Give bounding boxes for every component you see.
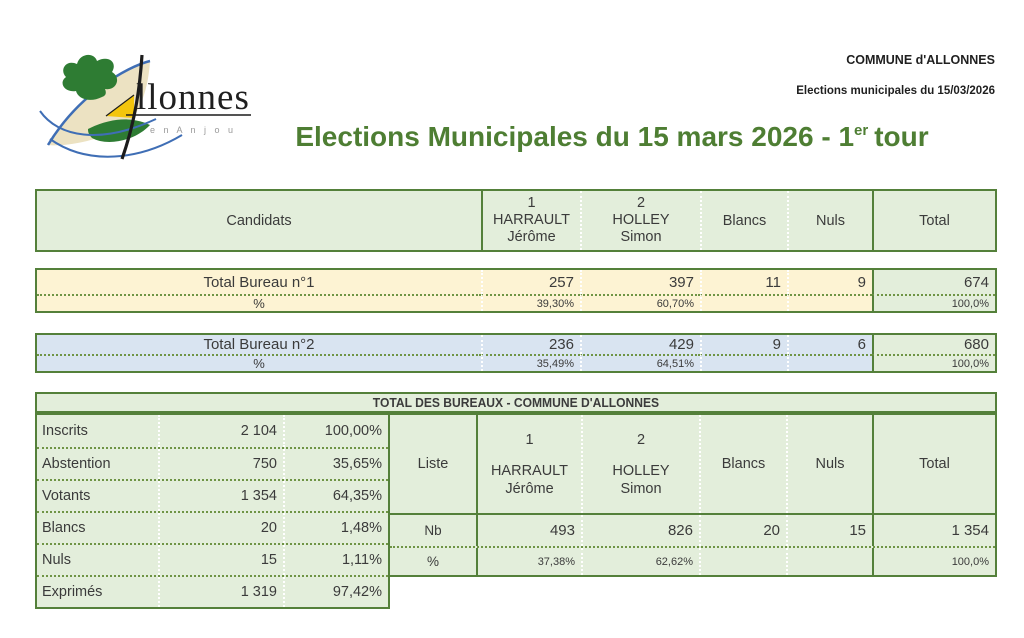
candidate-2-firstname: Simon bbox=[620, 229, 662, 245]
totals-nb-row bbox=[390, 513, 995, 546]
stats-row-votants bbox=[37, 479, 388, 511]
bureau-1-percent-row bbox=[37, 294, 995, 311]
liste-header-cell: Liste bbox=[417, 456, 449, 472]
bureau-2-label: Total Bureau n°2 bbox=[203, 336, 315, 353]
stat-value: 750 bbox=[158, 449, 283, 479]
total-harrault-votes: 493 bbox=[476, 515, 581, 546]
bureau-2-percent-label: % bbox=[37, 354, 481, 371]
stats-row-nuls bbox=[37, 543, 388, 575]
total-header-cell: Total bbox=[872, 415, 995, 513]
total-all-pct: 100,0% bbox=[872, 548, 995, 575]
candidate-1-lastname: HARRAULT bbox=[492, 212, 571, 228]
logo-wordmark: llonnes bbox=[136, 77, 250, 118]
blancs-header-cell: Blancs bbox=[699, 415, 786, 513]
bureau-2-nuls-pct bbox=[787, 354, 872, 371]
election-date-line: Elections municipales du 15/03/2026 bbox=[796, 85, 995, 97]
percent-row-label: % bbox=[426, 554, 439, 569]
totals-title-text: TOTAL DES BUREAUX - COMMUNE D'ALLONNES bbox=[372, 395, 660, 410]
bureau-2-harrault-pct: 35,49% bbox=[481, 354, 580, 371]
candidate-1-number: 1 bbox=[525, 431, 534, 448]
stat-percent: 1,11% bbox=[283, 545, 388, 575]
stat-label: Blancs bbox=[42, 520, 86, 536]
candidate-1-number: 1 bbox=[527, 195, 536, 211]
stat-label: Inscrits bbox=[42, 423, 88, 439]
nuls-header-cell: Nuls bbox=[786, 415, 872, 513]
stat-value: 1 354 bbox=[158, 481, 283, 511]
total-holley-votes: 826 bbox=[581, 515, 699, 546]
page-title bbox=[262, 121, 962, 153]
bureau-2-table bbox=[35, 333, 997, 373]
bureau-2-blancs: 9 bbox=[700, 335, 787, 354]
bureau-2-total: 680 bbox=[872, 335, 995, 354]
stat-label: Votants bbox=[42, 488, 91, 504]
candidate-1-firstname: Jérôme bbox=[505, 480, 554, 497]
participation-stats-table bbox=[35, 413, 390, 609]
stat-value: 15 bbox=[158, 545, 283, 575]
liste-header-row bbox=[390, 415, 995, 513]
candidate-1-firstname: Jérôme bbox=[507, 229, 556, 245]
commune-name: COMMUNE d'ALLONNES bbox=[846, 53, 995, 67]
nb-row-label: Nb bbox=[424, 523, 442, 538]
page-title-tail: tour bbox=[874, 121, 929, 152]
bureau-1-harrault-pct: 39,30% bbox=[481, 294, 580, 311]
total-holley-pct: 62,62% bbox=[581, 548, 699, 575]
bureau-2-votes-row bbox=[37, 335, 995, 354]
stats-row-exprimes bbox=[37, 575, 388, 607]
bureau-1-label: Total Bureau n°1 bbox=[203, 273, 315, 291]
bureau-1-total-pct: 100,0% bbox=[872, 294, 995, 311]
candidate-1-header-cell bbox=[481, 191, 580, 250]
candidate-2-lastname: HOLLEY bbox=[612, 462, 670, 479]
stats-row-blancs bbox=[37, 511, 388, 543]
stat-percent: 1,48% bbox=[283, 513, 388, 543]
candidate-1-header-cell bbox=[476, 415, 581, 513]
candidate-2-number: 2 bbox=[636, 195, 646, 211]
page-title-superscript: er bbox=[854, 122, 869, 139]
total-nuls-pct bbox=[786, 548, 872, 575]
stats-row-abstention bbox=[37, 447, 388, 479]
logo-tagline: e n A n j o u bbox=[150, 125, 237, 135]
page-title-main: Elections Municipales du 15 mars 2026 - 1 bbox=[295, 121, 855, 152]
total-blancs: 20 bbox=[699, 515, 786, 546]
bureau-1-blancs-pct bbox=[700, 294, 787, 311]
bureau-2-holley-pct: 64,51% bbox=[580, 354, 700, 371]
bureau-2-percent-row bbox=[37, 354, 995, 371]
bureau-1-votes-row bbox=[37, 270, 995, 294]
document-header bbox=[796, 53, 995, 97]
bureau-1-harrault-votes: 257 bbox=[481, 270, 580, 294]
stat-percent: 64,35% bbox=[283, 481, 388, 511]
bureau-1-blancs: 11 bbox=[700, 270, 787, 294]
bureau-2-holley-votes: 429 bbox=[580, 335, 700, 354]
bureau-1-total: 674 bbox=[872, 270, 995, 294]
bureau-2-nuls: 6 bbox=[787, 335, 872, 354]
stat-percent: 100,00% bbox=[283, 415, 388, 447]
blancs-header-cell: Blancs bbox=[700, 191, 787, 250]
bureau-2-blancs-pct bbox=[700, 354, 787, 371]
total-all-votes: 1 354 bbox=[872, 515, 995, 546]
stat-label: Abstention bbox=[42, 456, 111, 472]
candidate-2-number: 2 bbox=[636, 431, 646, 448]
candidate-2-header-cell bbox=[581, 415, 699, 513]
total-header-cell: Total bbox=[872, 191, 995, 250]
stat-value: 1 319 bbox=[158, 577, 283, 607]
bureau-1-holley-pct: 60,70% bbox=[580, 294, 700, 311]
stat-percent: 35,65% bbox=[283, 449, 388, 479]
stat-label: Exprimés bbox=[42, 584, 103, 600]
bureau-1-table bbox=[35, 268, 997, 313]
bureau-2-total-pct: 100,0% bbox=[872, 354, 995, 371]
bureau-2-harrault-votes: 236 bbox=[481, 335, 580, 354]
candidates-header-table bbox=[35, 189, 997, 252]
stat-label: Nuls bbox=[42, 552, 72, 568]
stat-value: 20 bbox=[158, 513, 283, 543]
candidate-2-firstname: Simon bbox=[620, 480, 662, 497]
total-blancs-pct bbox=[699, 548, 786, 575]
totals-section bbox=[35, 413, 997, 609]
totals-title-bar bbox=[35, 392, 997, 413]
bureau-1-nuls: 9 bbox=[787, 270, 872, 294]
bureau-1-holley-votes: 397 bbox=[580, 270, 700, 294]
totals-percent-row bbox=[390, 546, 995, 575]
bureau-1-nuls-pct bbox=[787, 294, 872, 311]
candidate-1-lastname: HARRAULT bbox=[490, 462, 569, 479]
stat-percent: 97,42% bbox=[283, 577, 388, 607]
allonnes-logo bbox=[38, 53, 253, 170]
total-harrault-pct: 37,38% bbox=[476, 548, 581, 575]
bureau-1-percent-label: % bbox=[37, 294, 481, 311]
liste-results-table bbox=[390, 413, 997, 577]
candidate-2-lastname: HOLLEY bbox=[612, 212, 670, 228]
stats-row-inscrits bbox=[37, 415, 388, 447]
nuls-header-cell: Nuls bbox=[787, 191, 872, 250]
stat-value: 2 104 bbox=[158, 415, 283, 447]
candidate-2-header-cell bbox=[580, 191, 700, 250]
total-nuls: 15 bbox=[786, 515, 872, 546]
candidats-header-cell: Candidats bbox=[226, 212, 292, 229]
